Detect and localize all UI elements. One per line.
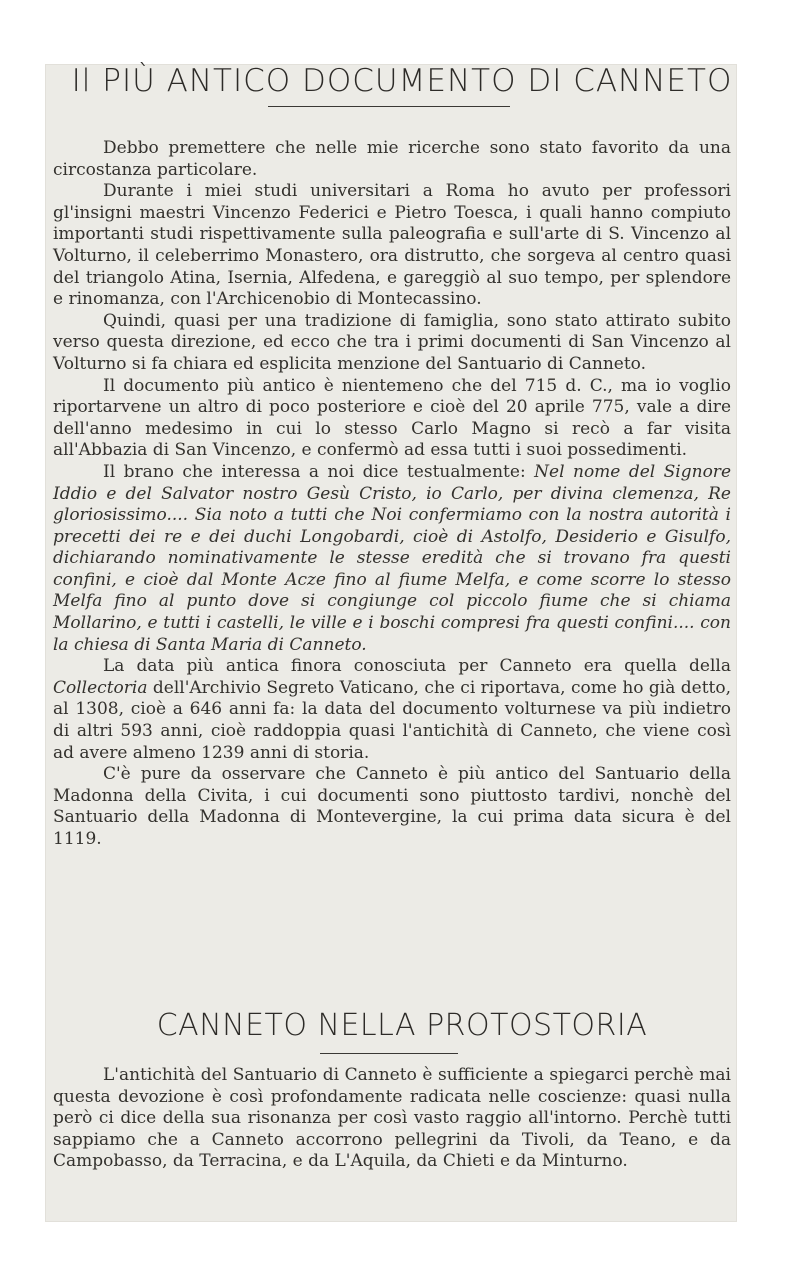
- quoted-document: Nel nome del Signore Iddio e del Salvator nostro Gesù Cristo, io Carlo, per divina clemenza, Re gloriosissimo.... Sia noto a tutti che Noi confermiamo con la nostra autorità i precetti dei re e dei duchi Longobardi, cioè di Astolfo, Desiderio e Gisulfo, dichiarando nominativamente le stesse eredità che si trovano fra questi confini, e cioè dal Monte Acze fino al fiume Melfa, e come scorre lo stesso Melfa fino al punto dove si congiunge col piccolo fiume che si chiama Mollarino, e tutti i castelli, le ville e i boschi compresi fra questi confini.... con la chiesa di Santa Maria di Canneto.: [53, 461, 731, 655]
- paragraph-6-b: dell'Archivio Segreto Vaticano, che ci riportava, come ho già detto, al 1308, cioè a 646 anni fa: la data del documento volturnese va più indietro di altri 593 anni, cioè raddoppia quasi l'antichità di Canneto, che viene così ad avere almeno 1239 anni di storia.: [53, 677, 732, 763]
- paragraph-4: Il documento più antico è nientemeno che del 715 d. C., ma io voglio riportarvene un altro di poco posteriore e cioè del 20 aprile 775, vale a dire dell'anno medesimo in cui lo stesso Carlo Magno si recò a far visita all'Abbazia di San Vincenzo, e confermò ad essa tutti i suoi possedimenti.: [53, 375, 731, 461]
- collectoria-italic: Collectoria: [53, 677, 148, 698]
- section-body-document: [53, 138, 731, 851]
- paragraph-2: Durante i miei studi universitari a Roma ho avuto per professori gl'insigni maestri Vincenzo Federici e Pietro Toesca, i quali hanno compiuto importanti studi rispettivamente sulla paleografia e sull'arte di S. Vincenzo al Volturno, il celeberrimo Monastero, ora distrutto, che sorgeva al centro quasi del triangolo Atina, Isernia, Alfedena, e gareggiò al suo tempo, per splendore e rinomanza, con l'Archicenobio di Montecassino.: [53, 181, 731, 310]
- paragraph-protostoria: L'antichità del Santuario di Canneto è sufficiente a spiegarci perchè mai questa devozione è così profondamente radicata nelle coscienze: quasi nulla però ci dice della sua risonanza per così vasto raggio all'intorno. Perchè tutti sappiamo che a Canneto accorrono pellegrini da Tivoli, da Teano, e da Campobasso, da Terracina, e da L'Aquila, da Chieti e da Minturno.: [53, 1065, 731, 1172]
- paragraph-1: Debbo premettere che nelle mie ricerche sono stato favorito da una circostanza particolare.: [53, 138, 731, 180]
- paragraph-7: C'è pure da osservare che Canneto è più antico del Santuario della Madonna della Civita, i cui documenti sono piuttosto tardivi, nonchè del Santuario della Madonna di Montevergine, la cui prima data sicura è del 1119.: [53, 764, 731, 849]
- section-title-underline: [320, 1053, 458, 1054]
- section-body-protostoria: [53, 1065, 731, 1173]
- page-title: Il PIÙ ANTICO DOCUMENTO DI CANNETO: [71, 63, 733, 99]
- section-title: CANNETO NELLA PROTOSTORIA: [156, 1008, 648, 1043]
- paragraph-5: [53, 462, 731, 656]
- paragraph-6: [53, 656, 731, 764]
- paragraph-6-a: La data più antica finora conosciuta per Canneto era quella della: [103, 656, 731, 677]
- paragraph-3: Quindi, quasi per una tradizione di famiglia, sono stato attirato subito verso questa direzione, ed ecco che tra i primi documenti di San Vincenzo al Volturno si fa chiara ed esplicita menzione del Santuario di Canneto.: [53, 310, 731, 374]
- paragraph-5-intro: Il brano che interessa a noi dice testualmente:: [103, 461, 535, 482]
- title-underline: [268, 106, 510, 107]
